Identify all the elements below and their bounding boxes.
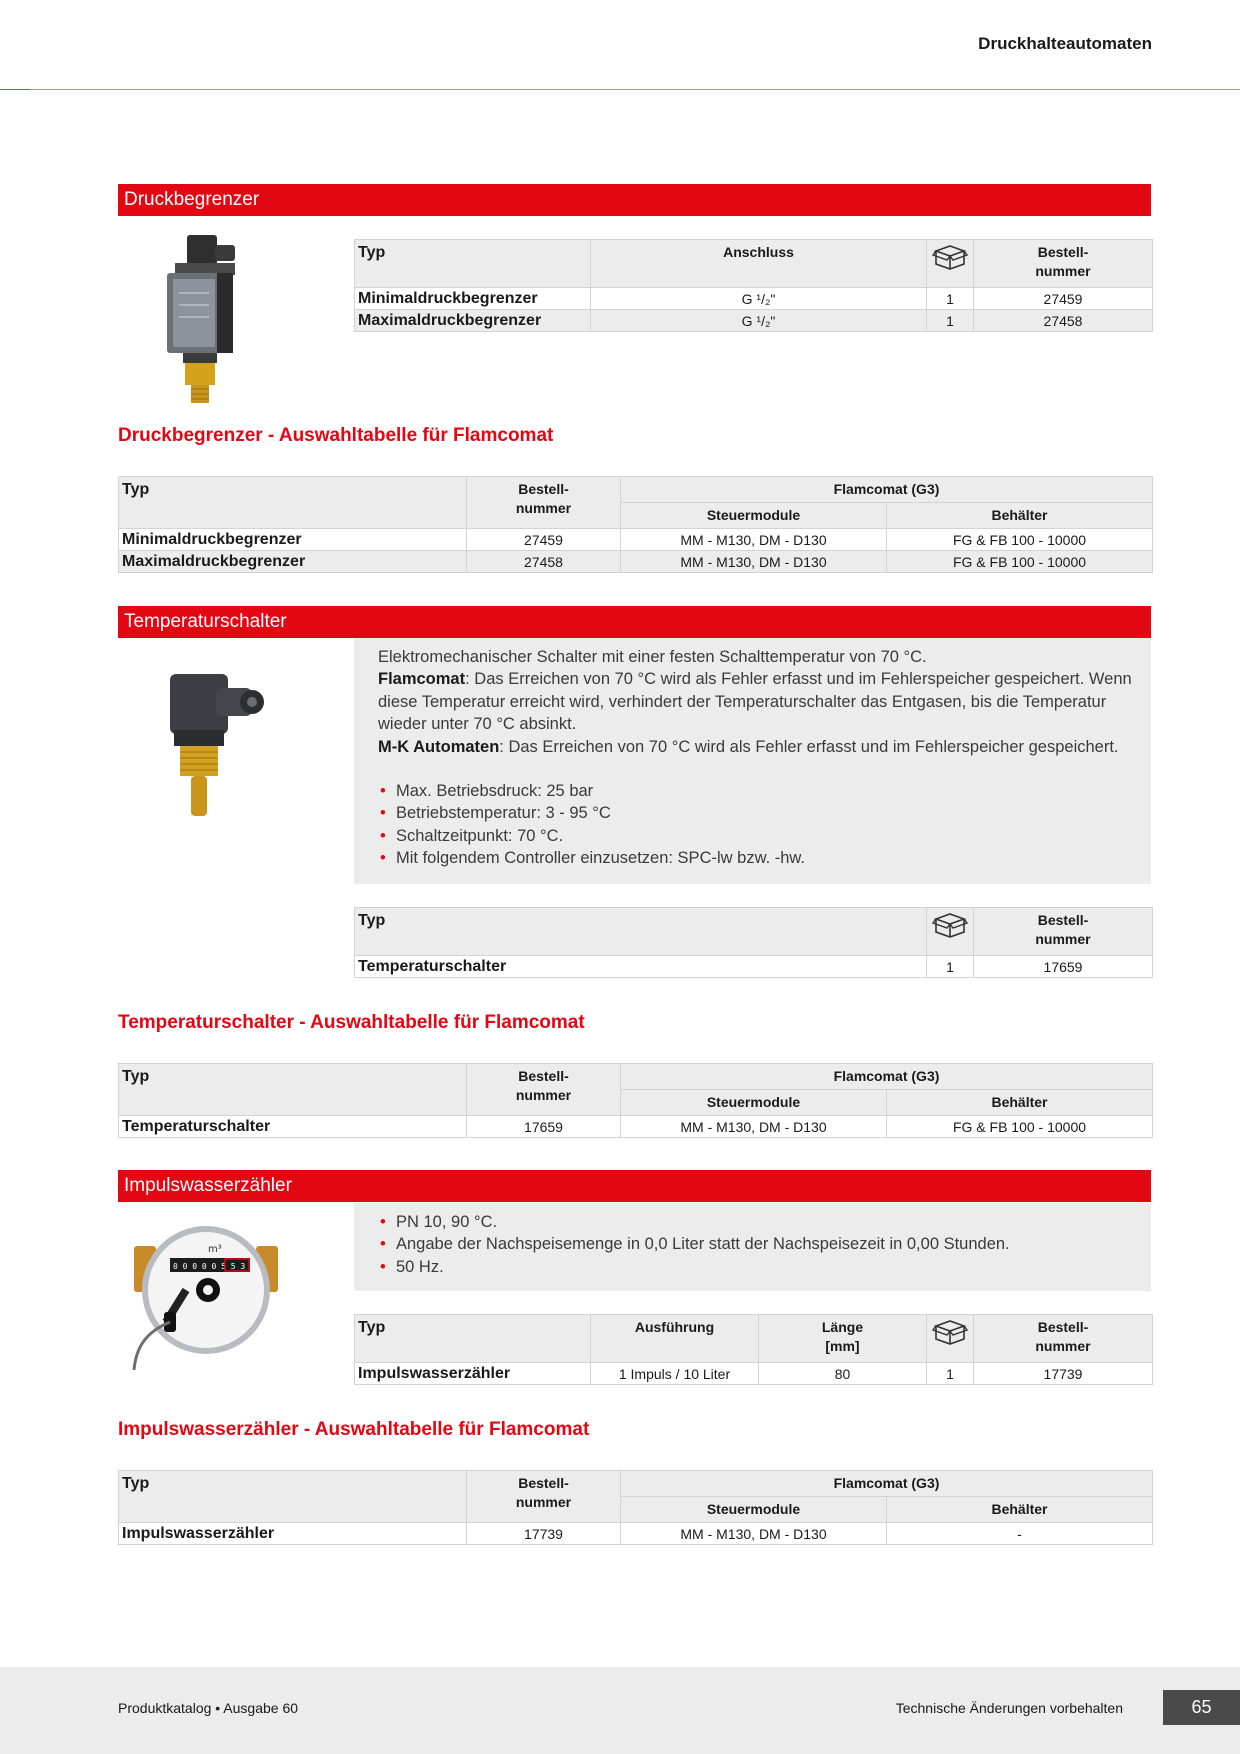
cell-nummer: 17739 — [467, 1523, 621, 1545]
col-laenge: Länge [mm] — [759, 1315, 927, 1363]
cell-typ: Maximaldruckbegrenzer — [119, 551, 467, 573]
col-behaelter: Behälter — [887, 503, 1153, 529]
spec-list — [378, 1211, 1133, 1278]
cell-nummer: 27458 — [974, 310, 1153, 332]
cell-nummer: 17659 — [974, 956, 1153, 978]
col-flamcomat: Flamcomat (G3) — [621, 477, 1153, 503]
cell-behaelter: FG & FB 100 - 10000 — [887, 529, 1153, 551]
page-number: 65 — [1163, 1690, 1240, 1725]
cell-steuermodule: MM - M130, DM - D130 — [621, 1523, 887, 1545]
col-bestellnummer: Bestell- nummer — [467, 1064, 621, 1116]
cell-behaelter: FG & FB 100 - 10000 — [887, 551, 1153, 573]
cell-nummer: 27459 — [467, 529, 621, 551]
cell-laenge: 80 — [759, 1363, 927, 1385]
cell-typ: Maximaldruckbegrenzer — [355, 310, 591, 332]
info-paragraph-flamcomat — [378, 668, 1133, 735]
cell-anschluss: G ¹/₂" — [591, 288, 927, 310]
list-item: • 50 Hz. — [378, 1256, 1133, 1278]
info-text: : Das Erreichen von 70 °C wird als Fehler erfasst und im Fehlerspeicher gespeichert. Wenn diese Temperatur erreicht wird, verhindert der Temperaturschalter das Entgasen, bis die Temperatur wieder unter 70 °C absinkt. — [378, 670, 1132, 734]
footer-catalog-edition: Produktkatalog • Ausgabe 60 — [118, 1700, 299, 1716]
col-typ: Typ — [355, 1315, 591, 1363]
cell-menge: 1 — [927, 1363, 974, 1385]
cell-menge: 1 — [927, 310, 974, 332]
table-row — [119, 1116, 1153, 1138]
spec-list — [378, 780, 1133, 870]
temperaturschalter-table — [354, 907, 1153, 978]
col-bestellnummer: Bestell- nummer — [467, 1471, 621, 1523]
info-label: M-K Automaten — [378, 737, 500, 756]
cell-typ: Impulswasserzähler — [119, 1523, 467, 1545]
section-title-temperaturschalter: Temperaturschalter — [118, 606, 1151, 638]
cell-nummer: 27458 — [467, 551, 621, 573]
cell-menge: 1 — [927, 956, 974, 978]
col-typ: Typ — [119, 1471, 467, 1523]
col-pack — [927, 908, 974, 956]
water-meter-image — [126, 1222, 286, 1372]
impulswasserzaehler-table — [354, 1314, 1153, 1385]
table-row — [355, 956, 1153, 978]
cell-typ: Temperaturschalter — [355, 956, 927, 978]
section-title-impulswasserzaehler: Impulswasserzähler — [118, 1170, 1151, 1202]
cell-anschluss: G ¹/₂" — [591, 310, 927, 332]
col-steuermodule: Steuermodule — [621, 1497, 887, 1523]
col-typ: Typ — [119, 1064, 467, 1116]
subtitle-temperaturschalter-auswahl: Temperaturschalter - Auswahltabelle für Flamcomat — [118, 1012, 585, 1033]
running-header: Druckhalteautomaten — [978, 34, 1152, 53]
cell-ausfuehrung: 1 Impuls / 10 Liter — [591, 1363, 759, 1385]
list-item: • PN 10, 90 °C. — [378, 1211, 1133, 1233]
cell-typ: Temperaturschalter — [119, 1116, 467, 1138]
box-icon — [932, 1318, 968, 1346]
table-row — [119, 1523, 1153, 1545]
table-row — [355, 310, 1153, 332]
cell-nummer: 17739 — [974, 1363, 1153, 1385]
list-item: • Schaltzeitpunkt: 70 °C. — [378, 825, 1133, 847]
cell-typ: Minimaldruckbegrenzer — [355, 288, 591, 310]
section-title-druckbegrenzer: Druckbegrenzer — [118, 184, 1151, 216]
col-bestellnummer: Bestell- nummer — [974, 908, 1153, 956]
temperature-switch-image — [160, 670, 270, 820]
col-behaelter: Behälter — [887, 1090, 1153, 1116]
col-flamcomat: Flamcomat (G3) — [621, 1471, 1153, 1497]
cell-behaelter: - — [887, 1523, 1153, 1545]
cell-behaelter: FG & FB 100 - 10000 — [887, 1116, 1153, 1138]
pressure-switch-image — [155, 233, 245, 408]
col-anschluss: Anschluss — [591, 240, 927, 288]
temperaturschalter-auswahl-table — [118, 1063, 1153, 1138]
col-bestellnummer: Bestell- nummer — [467, 477, 621, 529]
col-typ: Typ — [119, 477, 467, 529]
header-rule-accent — [0, 89, 30, 90]
list-item: • Betriebstemperatur: 3 - 95 °C — [378, 802, 1133, 824]
druckbegrenzer-auswahl-table — [118, 476, 1153, 573]
subtitle-impulswasserzaehler-auswahl: Impulswasserzähler - Auswahltabelle für Flamcomat — [118, 1419, 590, 1440]
info-line: Elektromechanischer Schalter mit einer festen Schalttemperatur von 70 °C. — [378, 648, 927, 666]
list-item: • Angabe der Nachspeisemenge in 0,0 Liter statt der Nachspeisezeit in 0,00 Stunden. — [378, 1233, 1133, 1255]
col-steuermodule: Steuermodule — [621, 1090, 887, 1116]
box-icon — [932, 911, 968, 939]
cell-menge: 1 — [927, 288, 974, 310]
subtitle-druckbegrenzer-auswahl: Druckbegrenzer - Auswahltabelle für Flamcomat — [118, 425, 554, 446]
temperaturschalter-info — [354, 638, 1151, 884]
cell-nummer: 17659 — [467, 1116, 621, 1138]
col-steuermodule: Steuermodule — [621, 503, 887, 529]
cell-typ: Minimaldruckbegrenzer — [119, 529, 467, 551]
header-rule — [0, 89, 1240, 90]
table-row — [119, 551, 1153, 573]
impulswasserzaehler-info — [354, 1203, 1151, 1291]
info-paragraph-mk — [378, 736, 1133, 758]
col-pack — [927, 240, 974, 288]
druckbegrenzer-table — [354, 239, 1153, 332]
table-row — [355, 1363, 1153, 1385]
footer-disclaimer: Technische Änderungen vorbehalten — [895, 1700, 1123, 1716]
list-item: • Max. Betriebsdruck: 25 bar — [378, 780, 1133, 802]
meter-digits: 0 0 0 0 0 5 5 3 — [173, 1262, 246, 1271]
col-ausfuehrung: Ausführung — [591, 1315, 759, 1363]
col-bestellnummer: Bestell- nummer — [974, 1315, 1153, 1363]
box-icon — [932, 243, 968, 271]
list-item: • Mit folgendem Controller einzusetzen: SPC-lw bzw. -hw. — [378, 847, 1133, 869]
info-text: : Das Erreichen von 70 °C wird als Fehler erfasst und im Fehlerspeicher gespeichert. — [499, 737, 1119, 756]
table-row — [355, 288, 1153, 310]
cell-nummer: 27459 — [974, 288, 1153, 310]
col-flamcomat: Flamcomat (G3) — [621, 1064, 1153, 1090]
cell-steuermodule: MM - M130, DM - D130 — [621, 1116, 887, 1138]
col-bestellnummer: Bestell- nummer — [974, 240, 1153, 288]
col-typ: Typ — [355, 240, 591, 288]
col-pack — [927, 1315, 974, 1363]
cell-steuermodule: MM - M130, DM - D130 — [621, 529, 887, 551]
col-typ: Typ — [355, 908, 927, 956]
col-behaelter: Behälter — [887, 1497, 1153, 1523]
cell-typ: Impulswasserzähler — [355, 1363, 591, 1385]
info-label: Flamcomat — [378, 670, 466, 689]
meter-unit-label: m³ — [208, 1244, 222, 1255]
table-row — [119, 529, 1153, 551]
cell-steuermodule: MM - M130, DM - D130 — [621, 551, 887, 573]
impulswasserzaehler-auswahl-table — [118, 1470, 1153, 1545]
